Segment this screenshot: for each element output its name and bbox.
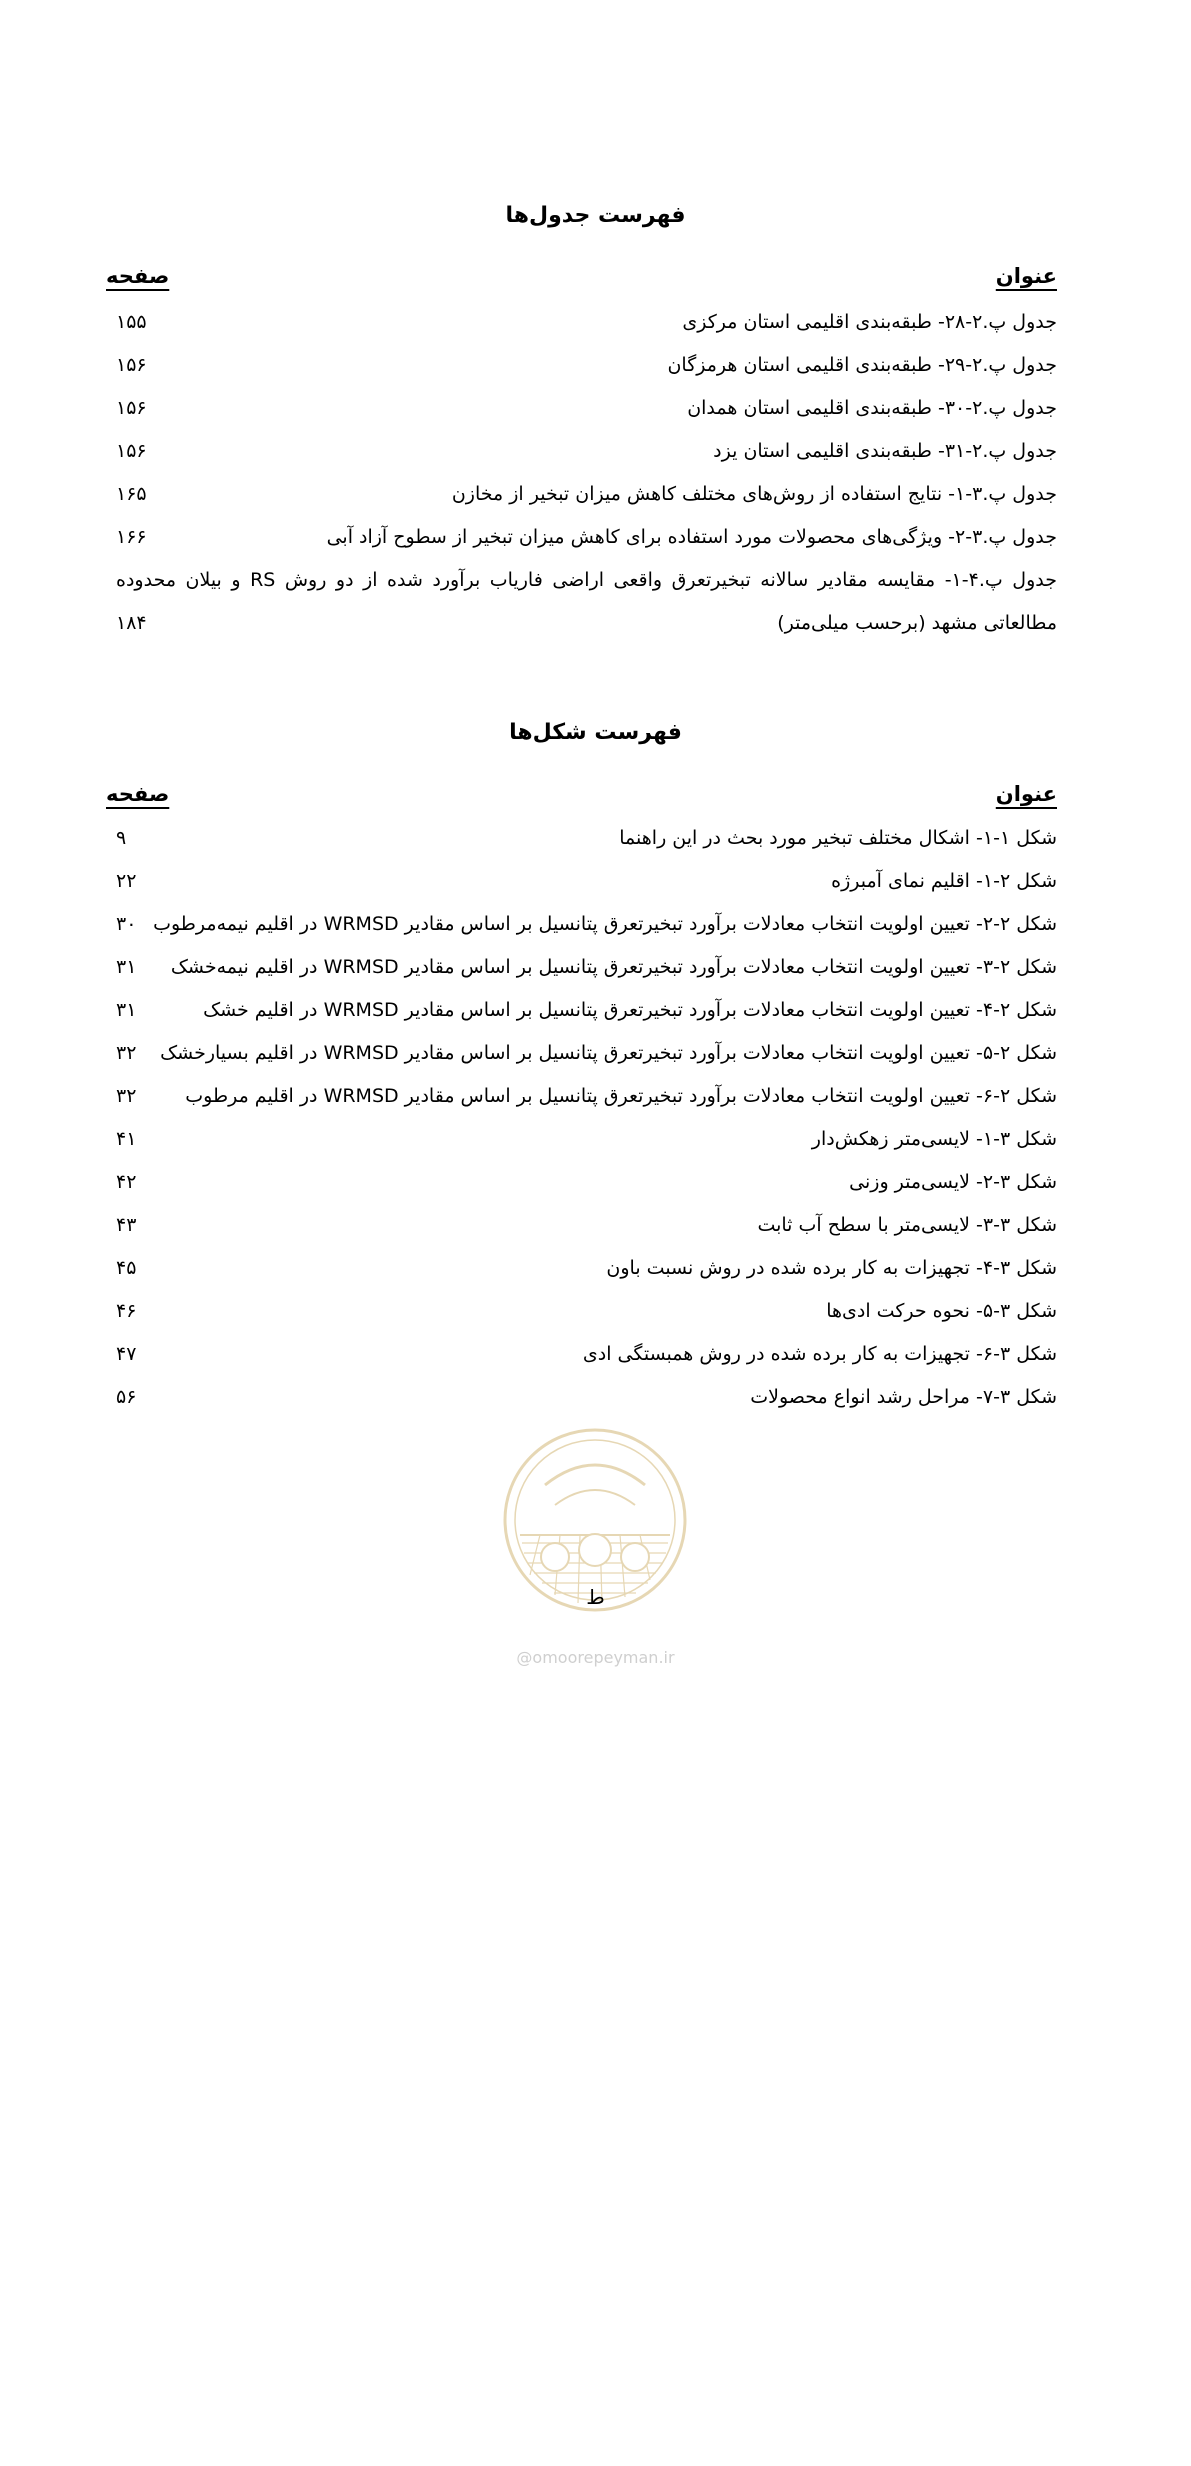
- list-item: [0, 1038, 1191, 1068]
- entry-title: شکل ۲-۲- تعیین اولویت انتخاب معادلات برآورد تبخیرتعرق پتانسیل بر اساس مقادیر WRMSD در اقلیم نیمه‌مرطوب: [153, 913, 1057, 935]
- entry-page: ۳۱: [116, 999, 137, 1021]
- entry-page: ۱۵۶: [116, 440, 147, 462]
- entry-page: ۵۶: [116, 1386, 137, 1408]
- list-item: [0, 479, 1191, 509]
- figures-heading: فهرست شکل‌ها: [509, 720, 682, 745]
- entry-title: شکل ۲-۴- تعیین اولویت انتخاب معادلات برآورد تبخیرتعرق پتانسیل بر اساس مقادیر WRMSD در اقلیم خشک: [203, 999, 1057, 1021]
- list-item: [0, 1382, 1191, 1412]
- list-item: [0, 823, 1191, 853]
- entry-title: جدول پ.۳-۲- ویژگی‌های محصولات مورد استفاده برای کاهش میزان تبخیر از سطوح آزاد آبی: [326, 526, 1057, 548]
- entry-title: شکل ۳-۶- تجهیزات به کار برده شده در روش همبستگی ادی: [582, 1343, 1057, 1365]
- entry-page: ۴۳: [116, 1214, 137, 1236]
- entry-title: جدول پ.۲-۳۱- طبقه‌بندی اقلیمی استان یزد: [713, 440, 1057, 462]
- list-item: [0, 436, 1191, 466]
- list-item: [0, 522, 1191, 552]
- entry-page: ۴۷: [116, 1343, 137, 1365]
- list-item: [0, 307, 1191, 337]
- entry-title: شکل ۳-۲- لایسی‌متر وزنی: [849, 1171, 1057, 1193]
- tables-col-page: صفحه: [106, 264, 170, 288]
- entry-title: جدول پ.۴-۱- مقایسه مقادیر سالانه تبخیرتعرق واقعی اراضی فاریاب برآورد شده از دو روش RS و بیلان محدوده: [116, 569, 1057, 591]
- list-item: [0, 1253, 1191, 1283]
- entry-title: مطالعاتی مشهد (برحسب میلی‌متر): [777, 612, 1057, 634]
- list-item: [0, 952, 1191, 982]
- entry-title: شکل ۲-۱- اقلیم نمای آمبرژه: [831, 870, 1057, 892]
- list-item: [0, 909, 1191, 939]
- entry-page: ۴۱: [116, 1128, 137, 1150]
- entry-title: جدول پ.۲-۲۹- طبقه‌بندی اقلیمی استان هرمزگان: [667, 354, 1057, 376]
- entry-page: ۱۵۶: [116, 397, 147, 419]
- entry-page: ۴۶: [116, 1300, 137, 1322]
- entry-page: ۱۵۶: [116, 354, 147, 376]
- entry-title: شکل ۳-۱- لایسی‌متر زهکش‌دار: [811, 1128, 1057, 1150]
- list-item: [0, 866, 1191, 896]
- entry-title: شکل ۳-۵- نحوه حرکت ادی‌ها: [826, 1300, 1057, 1322]
- list-item: [0, 608, 1191, 638]
- list-item: [0, 1081, 1191, 1111]
- list-item: [0, 350, 1191, 380]
- entry-page: ۱۶۶: [116, 526, 147, 548]
- entry-page: ۳۰: [116, 913, 137, 935]
- entry-title: شکل ۲-۶- تعیین اولویت انتخاب معادلات برآورد تبخیرتعرق پتانسیل بر اساس مقادیر WRMSD در اقلیم مرطوب: [185, 1085, 1057, 1107]
- entry-page: ۳۲: [116, 1085, 137, 1107]
- entry-title: شکل ۳-۴- تجهیزات به کار برده شده در روش نسبت باون: [606, 1257, 1057, 1279]
- list-item: [0, 1296, 1191, 1326]
- entry-page: ۱۶۵: [116, 483, 147, 505]
- entry-page: ۹: [116, 827, 127, 849]
- list-item: [0, 1167, 1191, 1197]
- entry-page: ۴۵: [116, 1257, 137, 1279]
- list-item: [0, 1210, 1191, 1240]
- entry-page: ۱۸۴: [116, 612, 147, 634]
- figures-col-page: صفحه: [106, 782, 170, 806]
- page-number: ط: [586, 1585, 605, 1609]
- entry-title: جدول پ.۲-۳۰- طبقه‌بندی اقلیمی استان همدان: [687, 397, 1057, 419]
- list-item: [0, 565, 1191, 595]
- entry-title: جدول پ.۲-۲۸- طبقه‌بندی اقلیمی استان مرکزی: [682, 311, 1057, 333]
- entry-page: ۴۲: [116, 1171, 137, 1193]
- entry-title: شکل ۳-۷- مراحل رشد انواع محصولات: [750, 1386, 1057, 1408]
- figures-col-title: عنوان: [995, 782, 1057, 806]
- entry-title: شکل ۲-۵- تعیین اولویت انتخاب معادلات برآورد تبخیرتعرق پتانسیل بر اساس مقادیر WRMSD در اقلیم بسیارخشک: [160, 1042, 1057, 1064]
- entry-page: ۳۲: [116, 1042, 137, 1064]
- entry-title: شکل ۲-۳- تعیین اولویت انتخاب معادلات برآورد تبخیرتعرق پتانسیل بر اساس مقادیر WRMSD در اقلیم نیمه‌خشک: [170, 956, 1057, 978]
- entry-page: ۱۵۵: [116, 311, 147, 333]
- entry-title: شکل ۱-۱- اشکال مختلف تبخیر مورد بحث در این راهنما: [619, 827, 1057, 849]
- tables-col-title: عنوان: [995, 264, 1057, 288]
- watermark-url: @omoorepeyman.ir: [516, 1648, 675, 1667]
- list-item: [0, 995, 1191, 1025]
- list-item: [0, 393, 1191, 423]
- entry-page: ۳۱: [116, 956, 137, 978]
- entry-page: ۲۲: [116, 870, 137, 892]
- entry-title: جدول پ.۳-۱- نتایج استفاده از روش‌های مختلف کاهش میزان تبخیر از مخازن: [451, 483, 1057, 505]
- list-item: [0, 1124, 1191, 1154]
- list-item: [0, 1339, 1191, 1369]
- tables-heading: فهرست جدول‌ها: [505, 203, 686, 228]
- entry-title: شکل ۳-۳- لایسی‌متر با سطح آب ثابت: [757, 1214, 1057, 1236]
